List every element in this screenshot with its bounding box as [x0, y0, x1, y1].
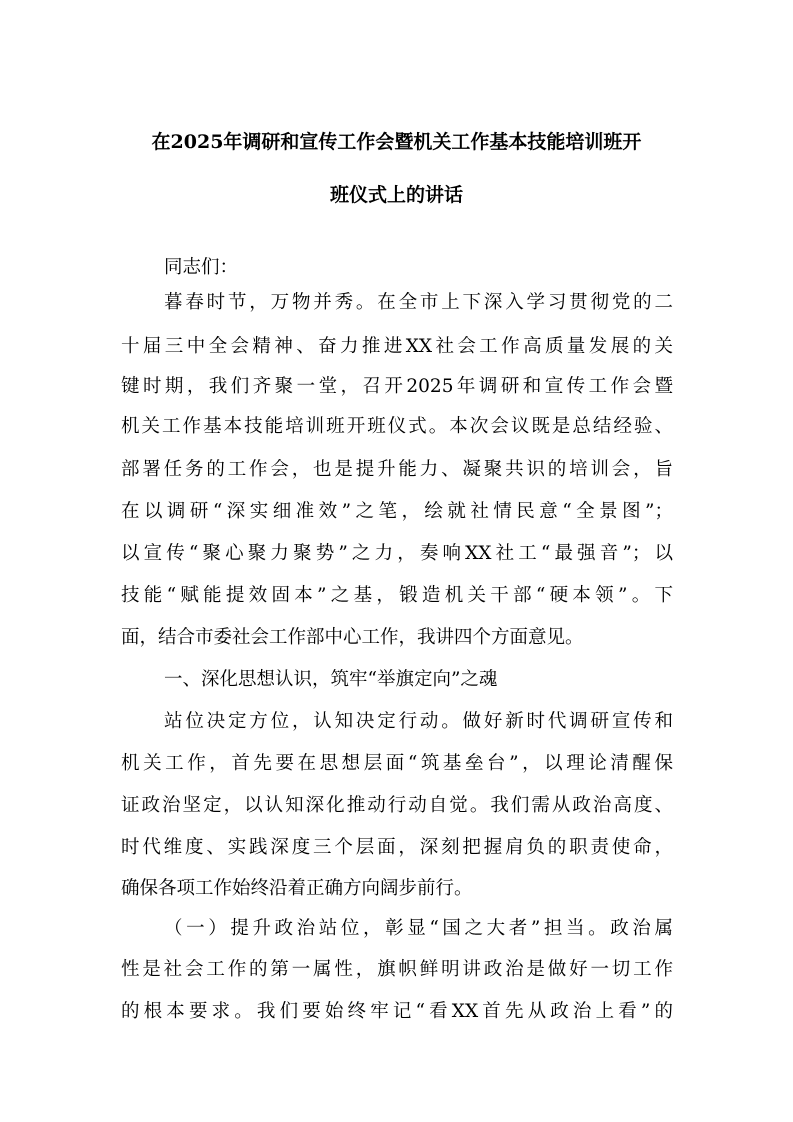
body-line: 键时期，我们齐聚一堂，召开2025年调研和宣传工作会暨 — [121, 376, 673, 397]
body-line: 以宣传“聚心聚力聚势”之力，奏响XX社工“最强音”；以 — [121, 543, 673, 564]
document-title-line-1: 在2025年调研和宣传工作会暨机关工作基本技能培训班开 — [151, 131, 642, 153]
subsection-line: （一）提升政治站位，彰显“国之大者”担当。政治属 — [164, 918, 673, 939]
section-heading: 一、深化思想认识，筑牢“举旗定向”之魂 — [164, 669, 498, 690]
body-line: 确保各项工作始终沿着正确方向阔步前行。 — [121, 878, 473, 899]
body-line: 暮春时节，万物并秀。在全市上下深入学习贯彻党的二 — [164, 292, 673, 313]
body-line: 性是社会工作的第一属性，旗帜鲜明讲政治是做好一切工作 — [121, 959, 673, 980]
body-line: 技能“赋能提效固本”之基，锻造机关干部“硬本领”。下 — [121, 585, 673, 606]
body-line: 在以调研“深实细准效”之笔，绘就社情民意“全景图”； — [121, 501, 673, 522]
body-line: 站位决定方位，认知决定行动。做好新时代调研宣传和 — [164, 711, 673, 732]
salutation: 同志们： — [164, 257, 239, 278]
body-line: 证政治坚定，以认知深化推动行动自觉。我们需从政治高度、 — [121, 795, 673, 816]
body-line: 十届三中全会精神、奋力推进XX社会工作高质量发展的关 — [121, 336, 673, 357]
body-line: 时代维度、实践深度三个层面，深刻把握肩负的职责使命， — [121, 837, 673, 858]
document-title-line-2: 班仪式上的讲话 — [329, 184, 463, 206]
body-line: 机关工作基本技能培训班开班仪式。本次会议既是总结经验、 — [121, 416, 673, 437]
body-line: 面，结合市委社会工作部中心工作，我讲四个方面意见。 — [121, 627, 584, 648]
body-line: 机关工作，首先要在思想层面“筑基垒台”，以理论清醒保 — [121, 753, 673, 774]
body-line: 部署任务的工作会，也是提升能力、凝聚共识的培训会，旨 — [121, 459, 673, 480]
body-line: 的根本要求。我们要始终牢记“看XX首先从政治上看”的 — [121, 1001, 673, 1022]
